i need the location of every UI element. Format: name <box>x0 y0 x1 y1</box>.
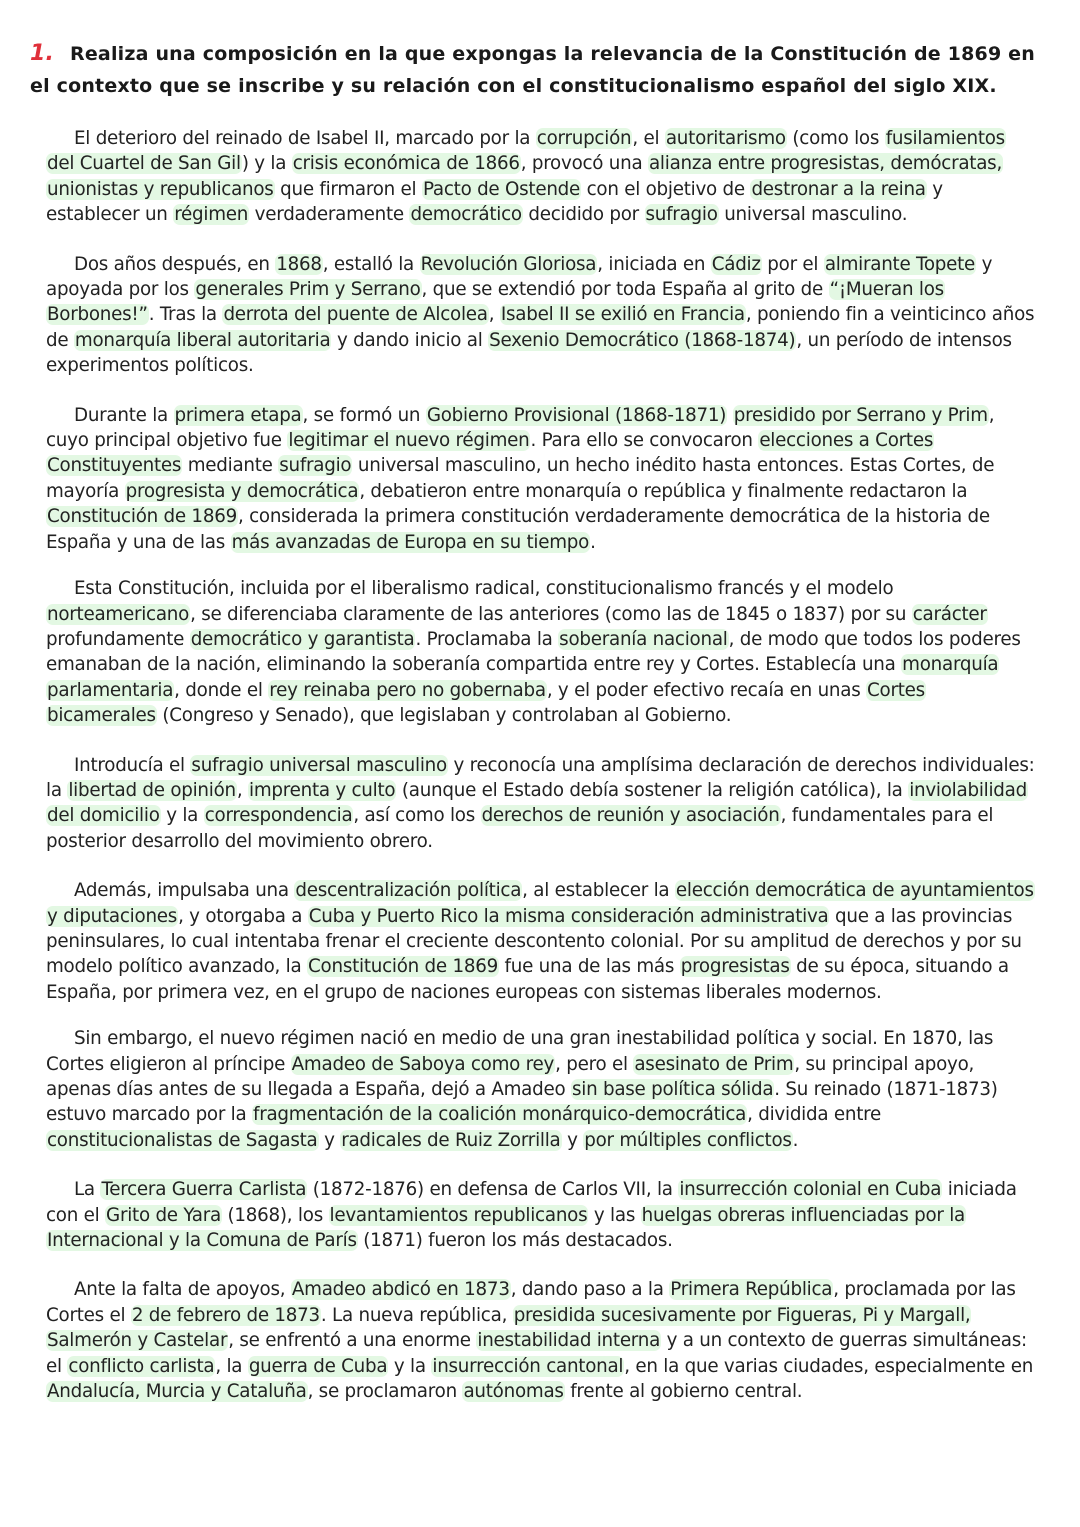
paragraph-text: (Congreso y Senado), que legislaban y controlaban al Gobierno. <box>156 705 732 727</box>
paragraph-text: , <box>236 779 248 801</box>
paragraph-text: y <box>318 1129 341 1151</box>
paragraph-text: , se formó un <box>302 404 426 426</box>
highlighted-phrase: progresistas <box>680 956 790 978</box>
paragraph-text: y apoyada por los <box>46 253 993 301</box>
paragraph-text: , pero el <box>555 1053 634 1075</box>
highlighted-phrase: almirante Topete <box>824 253 976 275</box>
highlighted-phrase: inviolabilidad del domicilio <box>47 779 1027 827</box>
highlighted-phrase: insurrección cantonal <box>432 1355 624 1377</box>
paragraph-text: por el <box>761 253 824 275</box>
paragraph-text: , proclamada por las Cortes el <box>46 1279 1016 1326</box>
highlighted-phrase: sufragio <box>645 204 718 226</box>
highlighted-phrase: guerra de Cuba <box>248 1355 388 1377</box>
paragraph-text: profundamente <box>46 628 190 650</box>
highlighted-phrase: legitimar el nuevo régimen <box>288 430 530 452</box>
paragraph-text: , <box>488 304 500 326</box>
highlighted-phrase: progresista y democrática <box>125 480 359 502</box>
highlighted-phrase: norteamericano <box>47 603 190 625</box>
essay-paragraph <box>46 1026 1036 1153</box>
paragraph-text: y dando inicio al <box>331 329 489 351</box>
paragraph-text: . Para ello se convocaron <box>530 430 759 452</box>
highlighted-phrase: destronar a la reina <box>751 178 926 200</box>
paragraph-text: (1871) fueron los más destacados. <box>357 1230 673 1252</box>
paragraph-text: , al establecer la <box>522 880 675 902</box>
paragraph-text: Dos años después, en <box>74 253 276 275</box>
paragraph-text: que a las provincias peninsulares, lo cual intentaba frenar el creciente descontento colonial. Por su amplitud de derechos y por su modelo político avanzado, la <box>46 905 1022 978</box>
essay-paragraph <box>46 1177 1036 1253</box>
paragraph-text: , dividida entre <box>747 1104 881 1126</box>
highlighted-phrase: más avanzadas de Europa en su tiempo <box>231 531 590 553</box>
highlighted-phrase: Tercera Guerra Carlista <box>101 1179 307 1201</box>
highlighted-phrase: Cuba y Puerto Rico la misma consideración administrativa <box>308 905 829 927</box>
highlighted-phrase: huelgas obreras influenciadas por la Internacional y la Comuna de París <box>47 1204 965 1252</box>
paragraph-text: universal masculino, un hecho inédito hasta entonces. Estas Cortes, de mayoría <box>46 455 995 502</box>
highlighted-phrase: corrupción <box>536 128 632 149</box>
highlighted-phrase: insurrección colonial en Cuba <box>679 1179 942 1201</box>
paragraph-text: y las <box>588 1204 641 1226</box>
paragraph-text: , que se extendió por toda España al grito de <box>421 279 829 301</box>
paragraph-text: de su época, situando a España, por primera vez, en el grupo de naciones europeas con sistemas liberales modernos. <box>46 956 1009 1003</box>
paragraph-text <box>727 405 733 426</box>
highlighted-phrase: “¡Mueran los Borbones!” <box>47 279 944 326</box>
paragraph-text: (1868), los <box>221 1204 329 1226</box>
paragraph-text: , debatieron entre monarquía o república y finalmente redactaron la <box>359 480 968 502</box>
paragraph-text: frente al gobierno central. <box>564 1381 803 1403</box>
highlighted-phrase: constitucionalistas de Sagasta <box>47 1129 318 1151</box>
paragraph-text: , de modo que todos los poderes emanaban de la nación, eliminando la soberanía compartida entre rey y Cortes. Establecía una <box>46 628 1021 676</box>
paragraph-text: , considerada la primera constitución verdaderamente democrática de la historia de España y una de las <box>46 506 990 553</box>
highlighted-phrase: Pacto de Ostende <box>422 178 581 200</box>
highlighted-phrase: imprenta y culto <box>249 779 396 801</box>
paragraph-text: que firmaron el <box>274 178 422 200</box>
highlighted-phrase: asesinato de Prim <box>634 1053 794 1075</box>
paragraph-text: verdaderamente <box>249 204 410 226</box>
highlighted-phrase: radicales de Ruiz Zorrilla <box>341 1129 561 1151</box>
highlighted-phrase: Revolución Gloriosa <box>420 253 597 275</box>
paragraph-text: , la <box>215 1355 248 1377</box>
paragraph-text: decidido por <box>522 204 645 226</box>
paragraph-text: (aunque el Estado debía sostener la religión católica), la <box>396 779 909 801</box>
paragraph-text: . Su reinado (1871-1873) estuvo marcado por la <box>46 1079 998 1126</box>
highlighted-phrase: Isabel II se exilió en Francia <box>500 304 745 326</box>
highlighted-phrase: Andalucía, Murcia y Cataluña <box>47 1381 307 1403</box>
highlighted-phrase: presidida sucesivamente por Figueras, Pi y Margall, Salmerón y Castelar <box>47 1304 971 1352</box>
paragraph-text: , así como los <box>353 805 481 827</box>
highlighted-phrase: fragmentación de la coalición monárquico-democrática <box>253 1104 747 1126</box>
highlighted-phrase: autónomas <box>463 1381 564 1403</box>
highlighted-phrase: democrático <box>410 204 522 226</box>
highlighted-phrase: Primera República <box>670 1279 833 1301</box>
highlighted-phrase: derechos de reunión y asociación <box>481 805 780 827</box>
paragraph-text: Introducía el <box>74 754 191 776</box>
paragraph-text: Ante la falta de apoyos, <box>74 1279 291 1301</box>
essay-paragraph <box>46 878 1036 1005</box>
highlighted-phrase: sin base política sólida <box>571 1079 774 1100</box>
highlighted-phrase: derrota del puente de Alcolea <box>223 304 488 326</box>
paragraph-text: , en la que varias ciudades, especialmente en <box>624 1355 1034 1377</box>
paragraph-text: y la <box>160 805 204 827</box>
paragraph-text: Durante la <box>74 404 174 426</box>
paragraph-text: y establecer un <box>46 178 943 226</box>
question-text: Realiza una composición en la que expongas la relevancia de la Constitución de 1869 en el contexto que se inscribe y su relación con el constitucionalismo español del siglo XIX. <box>30 43 1035 97</box>
highlighted-phrase: elección democrática de ayuntamientos y diputaciones <box>47 880 1034 927</box>
highlighted-phrase: primera etapa <box>174 404 302 426</box>
highlighted-phrase: sufragio universal masculino <box>191 754 447 776</box>
highlighted-phrase: carácter <box>912 603 987 625</box>
highlighted-phrase: conflicto carlista <box>68 1355 215 1377</box>
paragraph-text: , y otorgaba a <box>178 905 308 927</box>
paragraph-text: mediante <box>182 455 279 477</box>
paragraph-text: , poniendo fin a veinticinco años de <box>46 304 1035 351</box>
highlighted-phrase: descentralización política <box>295 880 522 902</box>
highlighted-phrase: monarquía liberal autoritaria <box>74 329 331 351</box>
highlighted-phrase: alianza entre progresistas, demócratas, unionistas y republicanos <box>47 153 1003 200</box>
highlighted-phrase: correspondencia <box>204 805 353 827</box>
highlighted-phrase: por múltiples conflictos <box>584 1129 792 1151</box>
paragraph-text: universal masculino. <box>718 204 908 226</box>
essay-paragraph <box>46 252 1036 379</box>
paragraph-text: . Proclamaba la <box>415 628 559 650</box>
paragraph-text: (1872-1876) en defensa de Carlos VII, la <box>307 1179 679 1201</box>
highlighted-phrase: Sexenio Democrático (1868-1874) <box>489 329 796 351</box>
highlighted-phrase: libertad de opinión <box>68 779 236 801</box>
paragraph-text: , estalló la <box>322 253 420 275</box>
essay-paragraph <box>46 403 1036 555</box>
paragraph-text: , su principal apoyo, apenas días antes de su llegada a España, dejó a Amadeo <box>46 1053 975 1100</box>
highlighted-phrase: rey reinaba pero no gobernaba <box>269 679 546 701</box>
highlighted-phrase: presidido por Serrano y Prim <box>733 404 988 426</box>
paragraph-text: . Tras la <box>148 304 223 326</box>
paragraph-text: ) y la <box>241 153 292 175</box>
highlighted-phrase: monarquía parlamentaria <box>47 654 999 701</box>
highlighted-phrase: elecciones a Cortes Constituyentes <box>47 430 934 477</box>
paragraph-text: , cuyo principal objetivo fue <box>46 404 995 452</box>
paragraph-text: . <box>792 1129 799 1151</box>
highlighted-phrase: régimen <box>174 204 249 226</box>
paragraph-text: , provocó una <box>520 153 648 175</box>
paragraph-text: El deterioro del reinado de Isabel II, marcado por la <box>74 128 536 149</box>
paragraph-text: y la <box>388 1355 432 1377</box>
paragraph-text: , el <box>632 128 665 149</box>
essay-paragraph <box>46 1277 1036 1404</box>
paragraph-text: , se proclamaron <box>307 1381 463 1403</box>
highlighted-phrase: soberanía nacional <box>559 628 728 650</box>
highlighted-phrase: levantamientos republicanos <box>329 1204 588 1226</box>
paragraph-text: Sin embargo, el nuevo régimen nació en medio de una gran inestabilidad política y social. En 1870, las Cortes eligieron al príncipe <box>46 1028 994 1075</box>
highlighted-phrase: Constitución de 1869 <box>47 506 237 528</box>
highlighted-phrase: Gobierno Provisional (1868-1871) <box>426 404 727 426</box>
highlighted-phrase: crisis económica de 1866 <box>292 153 520 175</box>
paragraph-text: con el objetivo de <box>581 178 751 200</box>
paragraph-text: Esta Constitución, incluida por el liberalismo radical, constitucionalismo francés y el modelo <box>74 578 894 600</box>
paragraph-text: . La nueva república, <box>320 1304 513 1326</box>
paragraph-text: y a un contexto de guerras simultáneas: el <box>46 1330 1027 1377</box>
highlighted-phrase: inestabilidad interna <box>477 1330 661 1352</box>
highlighted-phrase: autoritarismo <box>665 128 786 149</box>
highlighted-phrase: democrático y garantista <box>190 628 415 650</box>
highlighted-phrase: Cádiz <box>711 253 761 275</box>
paragraph-text: . <box>590 531 596 553</box>
paragraph-text: , se enfrentó a una enorme <box>228 1330 477 1352</box>
paragraph-text: , y el poder efectivo recaía en unas <box>546 679 867 701</box>
paragraph-text: y <box>561 1129 584 1151</box>
paragraph-text: iniciada con el <box>46 1179 1017 1226</box>
essay-paragraph <box>46 753 1036 855</box>
highlighted-phrase: 2 de febrero de 1873 <box>131 1304 320 1326</box>
essay-paragraph <box>46 126 1036 228</box>
paragraph-text: La <box>74 1179 101 1201</box>
paragraph-text: , fundamentales para el posterior desarrollo del movimiento obrero. <box>46 805 994 852</box>
paragraph-text: , donde el <box>174 679 269 701</box>
question-heading <box>30 38 1050 102</box>
highlighted-phrase: Amadeo de Saboya como rey <box>291 1053 555 1075</box>
highlighted-phrase: Constitución de 1869 <box>308 956 498 978</box>
paragraph-text: , dando paso a la <box>510 1279 670 1301</box>
highlighted-phrase: Amadeo abdicó en 1873 <box>291 1279 510 1301</box>
highlighted-phrase: sufragio <box>279 455 352 477</box>
highlighted-phrase: generales Prim y Serrano <box>195 279 421 301</box>
highlighted-phrase: fusilamientos del Cuartel de San Gil <box>47 128 1005 175</box>
highlighted-phrase: 1868 <box>276 253 322 275</box>
paragraph-text: fue una de las más <box>499 956 680 978</box>
paragraph-text: y reconocía una amplísima declaración de derechos individuales: la <box>46 754 1035 801</box>
paragraph-text: (como los <box>786 128 885 149</box>
paragraph-text: Además, impulsaba una <box>74 880 295 902</box>
essay-body <box>46 126 1036 1428</box>
paragraph-text: , iniciada en <box>597 253 711 275</box>
paragraph-text: , un período de intensos experimentos políticos. <box>46 329 1012 377</box>
highlighted-phrase: Grito de Yara <box>106 1204 221 1226</box>
essay-paragraph <box>46 576 1036 728</box>
highlighted-phrase: Cortes bicamerales <box>47 679 925 727</box>
paragraph-text: , se diferenciaba claramente de las anteriores (como las de 1845 o 1837) por su <box>190 603 912 625</box>
question-number: 1. <box>30 41 55 66</box>
